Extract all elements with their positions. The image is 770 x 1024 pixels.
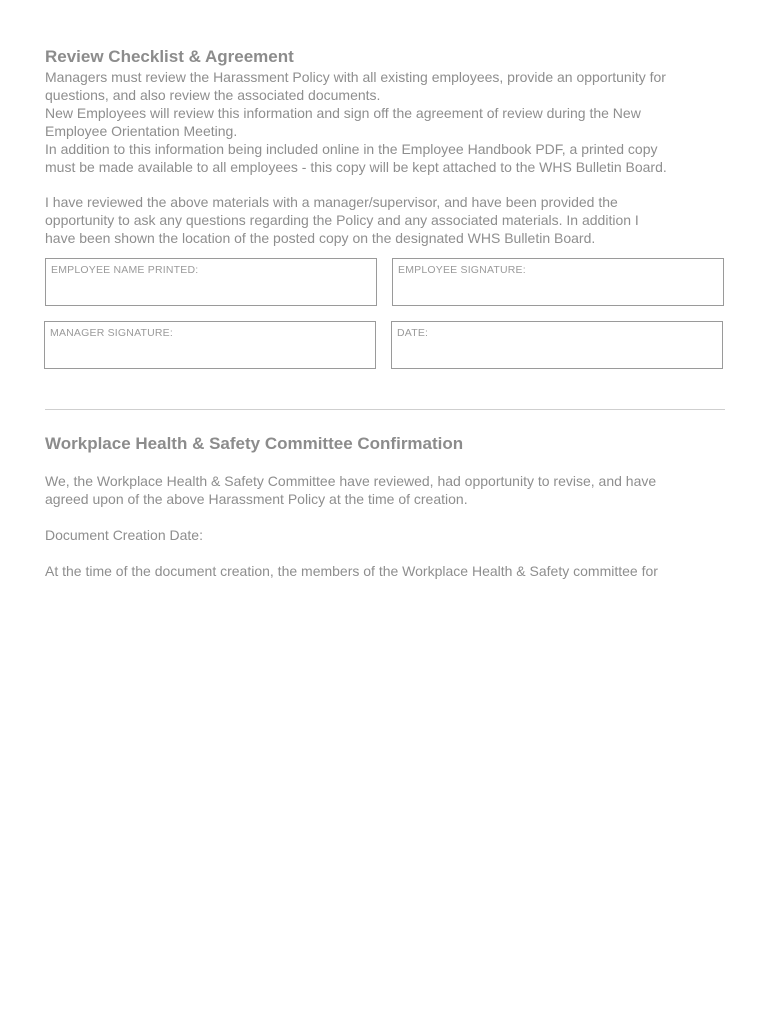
employee-signature-field[interactable]: [392, 258, 724, 306]
review-intro-paragraph: [45, 68, 725, 176]
date-field[interactable]: [391, 321, 723, 369]
document-creation-date: Document Creation Date:: [45, 527, 203, 543]
employee-name-label: EMPLOYEE NAME PRINTED:: [51, 264, 199, 276]
employee-signature-label: EMPLOYEE SIGNATURE:: [398, 264, 526, 276]
intro-line: In addition to this information being included online in the Employee Handbook PDF, a printed copy: [45, 141, 658, 157]
ack-line: have been shown the location of the posted copy on the designated WHS Bulletin Board.: [45, 230, 596, 246]
whs-confirmation-paragraph: [45, 472, 725, 508]
intro-line: Managers must review the Harassment Policy with all existing employees, provide an opportunity for: [45, 69, 666, 85]
whs-confirmation-title: Workplace Health & Safety Committee Confirmation: [45, 434, 464, 453]
ack-line: opportunity to ask any questions regarding the Policy and any associated materials. In addition I: [45, 212, 639, 228]
intro-line: New Employees will review this information and sign off the agreement of review during the New: [45, 105, 641, 121]
committee-members-text: At the time of the document creation, the members of the Workplace Health & Safety committee for: [45, 563, 658, 579]
intro-line: must be made available to all employees - this copy will be kept attached to the WHS Bulletin Board.: [45, 159, 667, 175]
section-divider: [45, 409, 725, 410]
employee-name-field[interactable]: [45, 258, 377, 306]
confirm-line: We, the Workplace Health & Safety Committee have reviewed, had opportunity to revise, and have: [45, 473, 657, 489]
date-label: DATE:: [397, 327, 429, 339]
manager-signature-field[interactable]: [44, 321, 376, 369]
confirm-line: agreed upon of the above Harassment Policy at the time of creation.: [45, 491, 468, 507]
intro-line: Employee Orientation Meeting.: [45, 123, 238, 139]
ack-line: I have reviewed the above materials with a manager/supervisor, and have been provided the: [45, 194, 618, 210]
acknowledgement-paragraph: [45, 193, 725, 247]
review-checklist-title: Review Checklist & Agreement: [45, 47, 294, 66]
intro-line: questions, and also review the associated documents.: [45, 87, 381, 103]
manager-signature-label: MANAGER SIGNATURE:: [50, 327, 174, 339]
